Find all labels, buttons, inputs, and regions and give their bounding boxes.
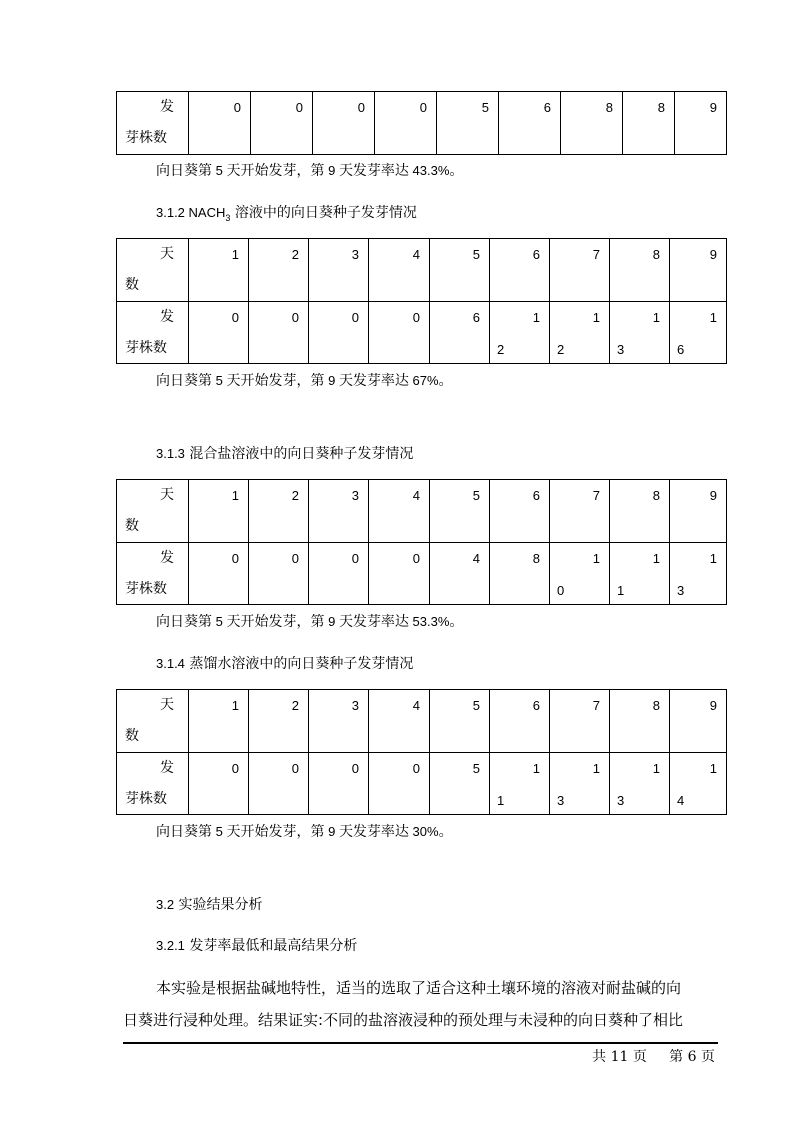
day-cell: 2 (249, 690, 309, 753)
day-cell: 9 (670, 239, 727, 302)
day-cell: 3 (309, 480, 369, 543)
table-cell: 0 (375, 92, 437, 155)
table-cell: 6 (499, 92, 561, 155)
germination-table-nach3 (116, 238, 727, 364)
germination-table-distilled-water (116, 689, 727, 815)
section-heading-3-2: 3.2 实验结果分析 (156, 897, 263, 913)
row-label-counts: 发 芽株数 (117, 753, 189, 815)
note-paragraph: 向日葵第 5 天开始发芽，第 9 天发芽率达 43.3%。 (156, 163, 464, 179)
count-cell: 1 6 (670, 302, 727, 364)
note-paragraph: 向日葵第 5 天开始发芽，第 9 天发芽率达 67%。 (156, 373, 453, 389)
table-cell: 8 (623, 92, 675, 155)
note-paragraph: 向日葵第 5 天开始发芽，第 9 天发芽率达 53.3%。 (156, 614, 464, 630)
day-cell: 8 (610, 239, 670, 302)
count-cell: 0 (309, 302, 369, 364)
day-cell: 7 (550, 239, 610, 302)
count-cell: 1 2 (490, 302, 550, 364)
count-cell: 0 (249, 753, 309, 815)
day-cell: 8 (610, 690, 670, 753)
day-cell: 1 (189, 480, 249, 543)
row-label-days: 天 数 (117, 480, 189, 543)
count-cell: 5 (430, 753, 490, 815)
row-label-counts: 发 芽株数 (117, 302, 189, 364)
table-row-days (117, 690, 727, 753)
count-cell: 1 1 (610, 543, 670, 605)
count-cell: 1 3 (610, 753, 670, 815)
day-cell: 4 (369, 690, 430, 753)
table-row-counts (117, 753, 727, 815)
table-cell: 9 (675, 92, 727, 155)
count-cell: 6 (430, 302, 490, 364)
day-cell: 6 (490, 690, 550, 753)
day-cell: 7 (550, 690, 610, 753)
day-cell: 4 (369, 239, 430, 302)
count-cell: 8 (490, 543, 550, 605)
table-cell: 0 (251, 92, 313, 155)
count-cell: 0 (309, 753, 369, 815)
day-cell: 2 (249, 480, 309, 543)
day-cell: 5 (430, 239, 490, 302)
count-cell: 4 (430, 543, 490, 605)
day-cell: 5 (430, 480, 490, 543)
body-paragraph-line-1: 本实验是根据盐碱地特性，适当的选取了适合这种土壤环境的溶液对耐盐碱的向 (156, 979, 682, 997)
table-row-counts (117, 543, 727, 605)
day-cell: 9 (670, 480, 727, 543)
germination-table-continued (116, 91, 727, 155)
count-cell: 1 4 (670, 753, 727, 815)
count-cell: 0 (189, 302, 249, 364)
table-cell: 0 (313, 92, 375, 155)
page-number-label: 第 6 页 (669, 1049, 715, 1065)
count-cell: 0 (189, 753, 249, 815)
count-cell: 1 3 (610, 302, 670, 364)
count-cell: 1 1 (490, 753, 550, 815)
count-cell: 0 (369, 543, 430, 605)
table-cell: 0 (189, 92, 251, 155)
count-cell: 1 0 (550, 543, 610, 605)
subsection-heading-3-2-1: 3.2.1 发芽率最低和最高结果分析 (156, 938, 358, 954)
table-cell: 8 (561, 92, 623, 155)
day-cell: 6 (490, 239, 550, 302)
table-row-days (117, 239, 727, 302)
day-cell: 4 (369, 480, 430, 543)
table-row-counts (117, 302, 727, 364)
total-pages-label: 共 11 页 (592, 1049, 647, 1065)
day-cell: 1 (189, 690, 249, 753)
count-cell: 1 3 (550, 753, 610, 815)
body-paragraph-line-2: 日葵进行浸种处理。结果证实:不同的盐溶液浸种的预处理与未浸种的向日葵种了相比 (123, 1011, 684, 1029)
day-cell: 2 (249, 239, 309, 302)
row-label-days: 天 数 (117, 239, 189, 302)
day-cell: 3 (309, 690, 369, 753)
note-paragraph: 向日葵第 5 天开始发芽，第 9 天发芽率达 30%。 (156, 824, 453, 840)
day-cell: 1 (189, 239, 249, 302)
day-cell: 6 (490, 480, 550, 543)
heading-3-1-4: 3.1.4 蒸馏水溶液中的向日葵种子发芽情况 (156, 656, 414, 672)
germination-table-mixed-salt (116, 479, 727, 605)
table-cell: 5 (437, 92, 499, 155)
count-cell: 0 (309, 543, 369, 605)
row-label-counts: 发 芽株数 (117, 543, 189, 605)
day-cell: 7 (550, 480, 610, 543)
count-cell: 1 3 (670, 543, 727, 605)
day-cell: 8 (610, 480, 670, 543)
day-cell: 5 (430, 690, 490, 753)
count-cell: 0 (249, 543, 309, 605)
page-footer (592, 1046, 715, 1066)
row-label-days: 天 数 (117, 690, 189, 753)
count-cell: 0 (369, 302, 430, 364)
heading-3-1-3: 3.1.3 混合盐溶液中的向日葵种子发芽情况 (156, 446, 414, 462)
table-row-days (117, 480, 727, 543)
day-cell: 3 (309, 239, 369, 302)
day-cell: 9 (670, 690, 727, 753)
count-cell: 1 2 (550, 302, 610, 364)
table-row (117, 92, 727, 155)
count-cell: 0 (369, 753, 430, 815)
heading-3-1-2: 3.1.2 $NACH_3$ 溶液中的向日葵种子发芽情况 (156, 205, 417, 223)
count-cell: 0 (189, 543, 249, 605)
row-label: 发 芽株数 (117, 92, 189, 155)
footer-divider (123, 1042, 718, 1044)
count-cell: 0 (249, 302, 309, 364)
